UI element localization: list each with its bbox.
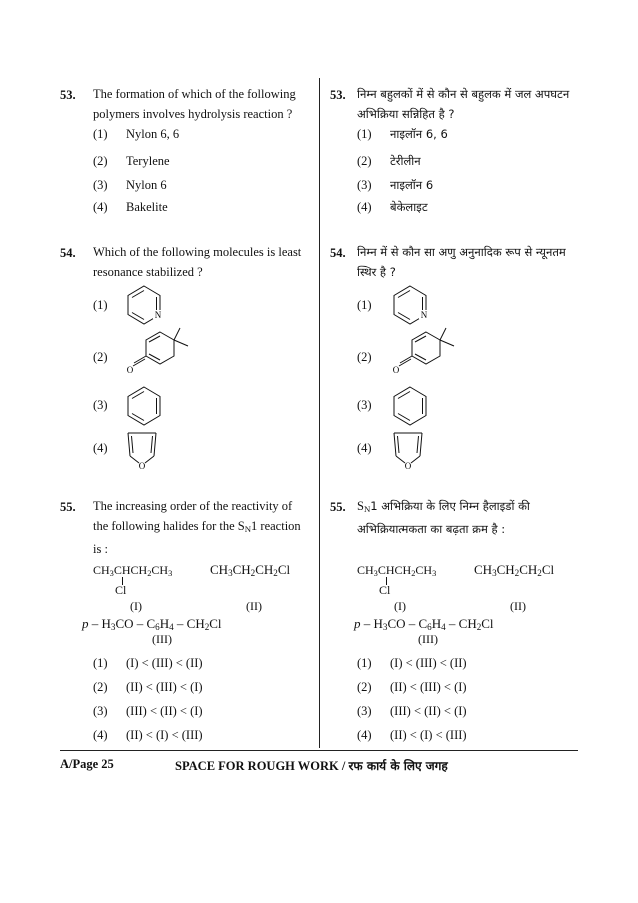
q53-text	[93, 84, 318, 124]
q53-number: 53.	[60, 88, 76, 102]
q55-number: 55.	[60, 500, 76, 514]
q54-text-hi: निम्न में से कौन सा अणु अनुनादिक रूप से न्यूनतम स्थिर है ?	[357, 245, 566, 279]
cyclohexadienone-structure	[118, 326, 202, 378]
q53-line2: polymers involves hydrolysis reaction ?	[93, 107, 293, 121]
benzene-structure	[122, 384, 166, 428]
compound-i-chlorine-hi: Cl	[379, 583, 391, 597]
q54-option-1-label-hi: (1)	[357, 298, 372, 312]
furan-o-atom-hi: O	[404, 461, 412, 471]
q54-option-2-label: (2)	[93, 350, 108, 364]
compound-iii-formula-hi: p – $H_3CO - C_6H_4 - CH_2Cl$	[354, 616, 494, 632]
compound-i-chlorine: Cl	[115, 583, 127, 597]
q55-number-hi: 55.	[330, 500, 346, 514]
q55-text-hi: $S_N1$ अभिक्रिया के लिए निम्न हैलाइडों की अभिक्रियात्मकता का बढ़ता क्रम है :	[357, 499, 530, 536]
q55-text	[93, 496, 318, 559]
q53-line1: The formation of which of the following	[93, 87, 296, 101]
q54-text	[93, 242, 318, 282]
compound-i-label-hi: (I)	[394, 599, 406, 613]
page-number: A/Page 25	[60, 757, 114, 771]
q54-option-1-label: (1)	[93, 298, 108, 312]
q54-number: 54.	[60, 246, 76, 260]
compound-ii-label: (II)	[246, 599, 262, 613]
q55-line2: the following halides for the $S_N1$ reaction	[93, 519, 301, 534]
compound-iii-label-hi: (III)	[418, 632, 438, 646]
q54-number-hi: 54.	[330, 246, 346, 260]
pyridine-structure	[122, 283, 166, 327]
q55-line3: is :	[93, 542, 108, 556]
pyridine-n-atom: N	[154, 310, 162, 320]
q54-option-3-label-hi: (3)	[357, 398, 372, 412]
cyclohexadienone-structure-hi	[384, 326, 468, 378]
compound-iii-label: (III)	[152, 632, 172, 646]
compound-ii-label-hi: (II)	[510, 599, 526, 613]
compound-ii-formula-hi: $CH_3CH_2CH_2Cl$	[474, 562, 555, 578]
rough-work-label: SPACE FOR ROUGH WORK / रफ कार्य के लिए जगह	[175, 759, 448, 773]
furan-o-atom: O	[138, 461, 146, 471]
q54-line2: resonance stabilized ?	[93, 265, 203, 279]
footer-rule	[60, 750, 578, 751]
pyridine-n-atom-hi: N	[420, 310, 428, 320]
carbonyl-o-atom: O	[126, 365, 134, 375]
compound-i-formula: $CH_3CHCH_2CH_3$	[93, 563, 173, 578]
compound-i-formula-hi: $CH_3CHCH_2CH_3$	[357, 563, 437, 578]
q55-line1: The increasing order of the reactivity of	[93, 499, 293, 513]
q54-option-3-label: (3)	[93, 398, 108, 412]
q53-number-hi: 53.	[330, 88, 346, 102]
column-divider	[319, 78, 320, 748]
benzene-structure-hi	[388, 384, 432, 428]
compound-i-label: (I)	[130, 599, 142, 613]
furan-structure	[122, 428, 162, 472]
furan-structure-hi	[388, 428, 428, 472]
carbonyl-o-atom-hi: O	[392, 365, 400, 375]
pyridine-structure-hi	[388, 283, 432, 327]
q53-text-hi: निम्न बहुलकों में से कौन से बहुलक में जल अपघटन अभिक्रिया सन्निहित है ?	[357, 87, 570, 121]
q54-option-4-label-hi: (4)	[357, 441, 372, 455]
q54-option-2-label-hi: (2)	[357, 350, 372, 364]
q54-option-4-label: (4)	[93, 441, 108, 455]
compound-iii-formula: p – $H_3CO - C_6H_4 - CH_2Cl$	[82, 616, 222, 632]
compound-ii-formula: $CH_3CH_2CH_2Cl$	[210, 562, 291, 578]
q54-line1: Which of the following molecules is least	[93, 245, 302, 259]
